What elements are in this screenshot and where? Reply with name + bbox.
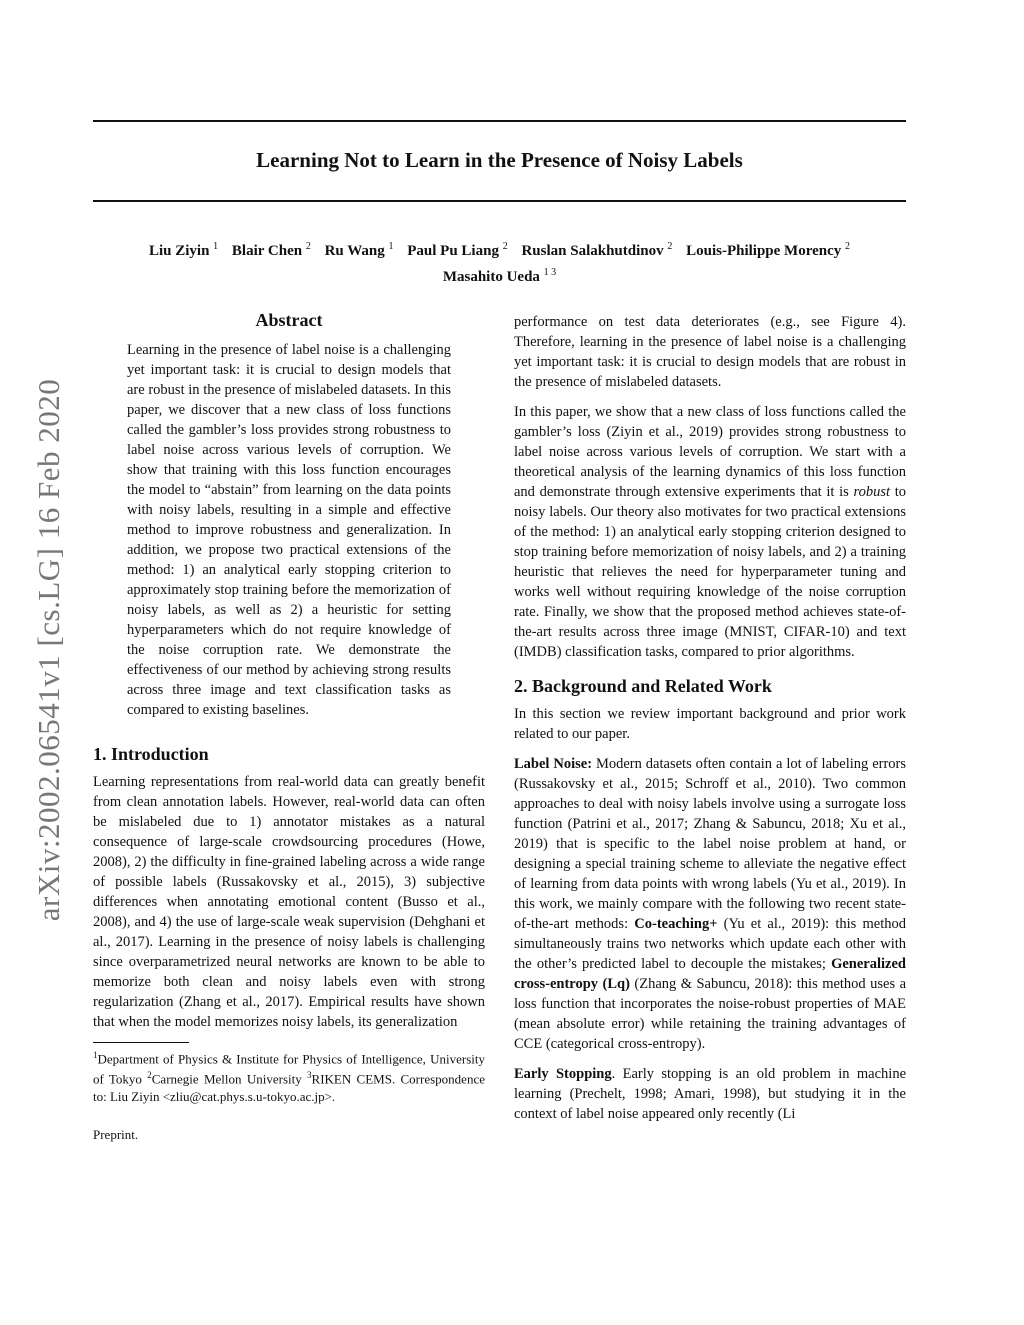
author: Blair Chen $^2$ — [231, 241, 311, 259]
abstract-heading: Abstract — [255, 310, 323, 330]
emphasis-robust: robust — [853, 484, 891, 500]
preprint-note: Preprint. — [93, 1126, 139, 1142]
section-heading-introduction: 1. Introduction — [93, 744, 209, 764]
author: Ruslan Salakhutdinov $^2$ — [521, 241, 673, 259]
label-noise-paragraph: Label Noise: Modern datasets often contain a lot of labeling errors (Russakovsky et al., 2015; Schroff et al., 2010). Two common approaches to deal with noisy labels involve using a surrogate loss function (Patrini et al., 2017; Zhang & Sabuncu, 2018; Xu et al., 2019) that is specific to the label noise problem at hand, or designing a special training scheme to alleviate the negative effect of learning from data points with wrong labels (Yu et al., 2019). In this work, we mainly compare with the following two recent state-of-the-art methods: Co-teaching+ (Yu et al., 2019): this method simultaneously trains two networks which update each other with the other’s predicted label to decouple the mistakes; Generalized cross-entropy (Lq) (Zhang & Sabuncu, 2018): this method uses a loss function that incorporates the noise-robust properties of MAE (mean absolute error) while retaining the training advantages of CCE (categorical cross-entropy). — [514, 756, 907, 1052]
right-column — [514, 312, 906, 1134]
intro-continued-paragraph: performance on test data deteriorates (e.g., see Figure 4). Therefore, learning in the presence of label noise is a challenging yet important task: it is crucial to design models that are robust in the presence of mislabeled datasets. — [514, 314, 906, 390]
arxiv-stamp: arXiv:2002.06541v1 [cs.LG] 16 Feb 2020 — [31, 378, 66, 922]
author: Masahito Ueda $^{1 3}$ — [442, 267, 557, 285]
background-intro-paragraph: In this section we review important background and prior work related to our paper. — [514, 706, 906, 742]
author: Liu Ziyin $^1$ — [148, 241, 219, 259]
affiliation-footnote: $^1$Department of Physics & Institute for Physics of Intelligence, University of Tokyo $^2$Carnegie Mellon University $^3$RIKEN CEMS. Correspondence to: Liu Ziyin <zliu@cat.phys.s.u-tokyo.ac.jp>. — [93, 1050, 485, 1104]
lq-math: (Lq) — [602, 976, 630, 992]
abstract-text: Learning in the presence of label noise is a challenging yet important task: it is crucial to design models that are robust in the presence of mislabeled datasets. In this paper, we discover that a new class of loss functions called the gambler’s loss provides strong robustness to label noise across various levels of corruption. We show that training with this loss function encourages the model to “abstain” from learning on the data points with noisy labels, resulting in a simple and effective method to improve robustness and generalization. In addition, we propose two practical extensions of the method: 1) an analytical early stopping criterion to approximately stop training before the memorization of noisy labels, as well as 2) a heuristic for setting hyperparameters which do not require knowledge of the noise corruption rate. We demonstrate the effectiveness of our method by achieving strong results across three image and text classification tasks as compared to existing baselines. — [127, 342, 451, 718]
section-heading-background: 2. Background and Related Work — [514, 676, 772, 696]
intro-paragraph: Learning representations from real-world data can greatly benefit from clean annotation labels. However, real-world data can often be mislabeled due to 1) annotator mistakes as a natural consequence of large-scale crowdsourcing procedures (Howe, 2008), 2) the difficulty in fine-grained labeling across a wide range of possible labels (Russakovsky et al., 2015), 3) subjective differences when annotating emotional content (Busso et al., 2008), and 4) the use of large-scale weak supervision (Dehghani et al., 2017). Learning in the presence of noisy labels is challenging since overparametrized neural networks are known to be able to memorize both clean and noisy labels even with strong regularization (Zhang et al., 2017). Empirical results have shown that when the model memorizes noisy labels, its generalization — [93, 774, 485, 1030]
author: Louis-Philippe Morency $^2$ — [686, 241, 851, 259]
paper-title: Learning Not to Learn in the Presence of Noisy Labels — [256, 148, 743, 172]
title-rule-bottom — [93, 200, 906, 202]
contribution-paragraph: In this paper, we show that a new class of loss functions called the gambler’s loss (Ziyin et al., 2019) provides strong robustness to label noise across various levels of corruption. We start with a theoretical analysis of the learning dynamics of this loss function and demonstrate through extensive experiments that it is robust to noisy labels. Our theory also motivates for two practical extensions of the method: 1) an analytical early stopping criterion designed to stop training before memorization of noisy labels, and 2) a training heuristic that relieves the need for hyperparameter tuning and works well without requiring knowledge of the noise corruption rate. Finally, we show that the proposed method achieves state-of-the-art results across three image (MNIST, CIFAR-10) and text (IMDB) classification tasks, compared to prior algorithms. — [514, 404, 906, 660]
early-stopping-paragraph: Early Stopping. Early stopping is an old problem in machine learning (Prechelt, 1998; Amari, 1998), but studying it in the context of label noise appeared only recently (Li — [514, 1066, 907, 1122]
author: Ru Wang $^1$ — [324, 241, 394, 259]
left-column — [93, 310, 485, 1145]
author: Paul Pu Liang $^2$ — [407, 241, 508, 259]
author-list — [93, 236, 906, 288]
title-rule-top — [93, 120, 906, 122]
footnote-rule — [93, 1042, 189, 1043]
